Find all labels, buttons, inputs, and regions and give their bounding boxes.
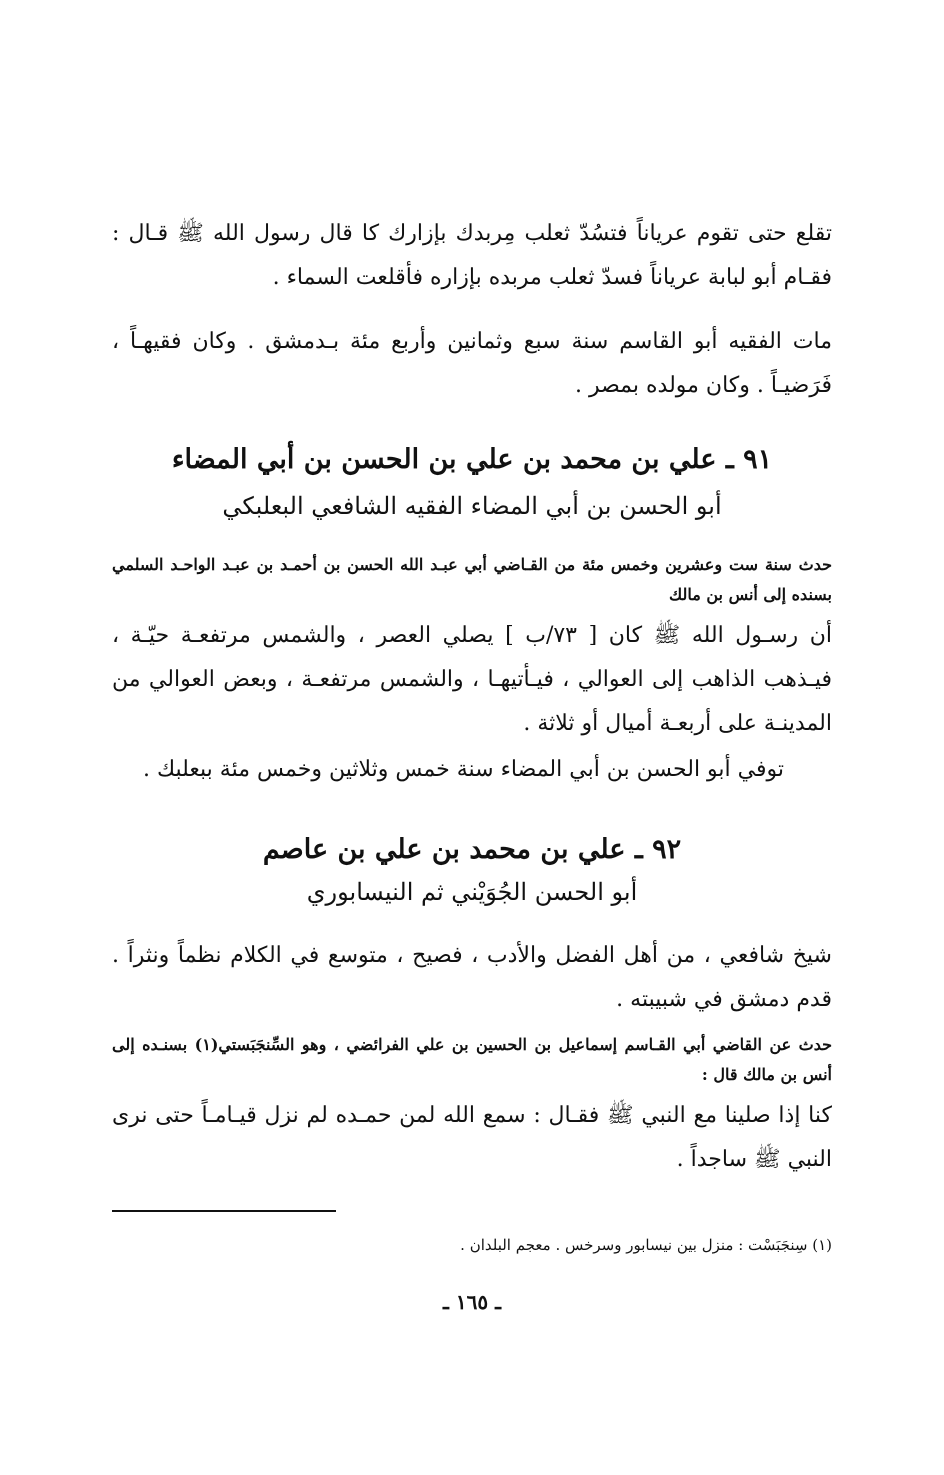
entry-92-subheading: أبو الحسن الجُوَيْني ثم النيسابوري [306, 878, 638, 906]
entry-91-hadith: أن رسـول الله ﷺ كان [ ٧٣/ب ] يصلي العصر ، والشمس مرتفعـة حيّـة ، فيـذهب الذاهب إلى العوالي ، فيـأتيهـا ، والشمس مرتفعـة ، وبعض العوالي من المدينـة على أربعـة أميال أو ثلاثة . [112, 623, 832, 736]
paragraph-continuation: تقلع حتى تقوم عرياناً فتسُدّ ثعلب مِربدك بإزارك كا قال رسول الله ﷺ قـال : فقـام أبو لبابة عرياناً فسدّ ثعلب مربده بإزاره فأقلعت السماء . [112, 221, 832, 290]
paragraph-death-note: مات الفقيه أبو القاسم سنة سبع وثمانين وأربع مئة بـدمشق . وكان فقيهـاً ، فَرَضيـاً . وكان مولده بمصر . [112, 329, 832, 398]
entry-92-heading: ٩٢ ـ علي بن محمد بن علي بن عاصم [262, 834, 682, 865]
entry-92-biography: شيخ شافعي ، من أهل الفضل والأدب ، فصيح ، متوسع في الكلام نظماً ونثراً . قدم دمشق في شبيبته . [112, 943, 832, 1012]
entry-92-isnad: حدث عن القاضي أبي القـاسم إسماعيل بن الحسين بن علي الفرائضي ، وهو السِّنجَبَستي(١) بسنـده إلى أنس بن مالك قال : [112, 1035, 833, 1084]
entry-91-subheading: أبو الحسن بن أبي المضاء الفقيه الشافعي البعلبكي [222, 492, 722, 520]
page-number: ـ ١٦٥ ـ [443, 1290, 501, 1314]
footnote-divider [112, 1210, 336, 1212]
footnote: (١) سِنجَبَسْت : منزل بين نيسابور وسرخس . معجم البلدان . [460, 1236, 832, 1254]
entry-91-heading: ٩١ ـ علي بن محمد بن علي بن الحسن بن أبي المضاء [171, 444, 773, 475]
entry-92-hadith: كنا إذا صلينا مع النبي ﷺ فقـال : سمع الله لمن حمـده لم نزل قيـامـاً حتى نرى النبي ﷺ ساجداً . [112, 1103, 832, 1172]
entry-91-isnad: حدث سنة ست وعشرين وخمس مئة من القـاضي أبي عبـد الله الحسن بن أحمـد بن عبـد الواحـد السلمي بسنده إلى أنس بن مالك [112, 555, 833, 604]
entry-91-death-note: توفي أبو الحسن بن أبي المضاء سنة خمس وثلاثين وخمس مئة ببعلبك . [142, 757, 784, 782]
